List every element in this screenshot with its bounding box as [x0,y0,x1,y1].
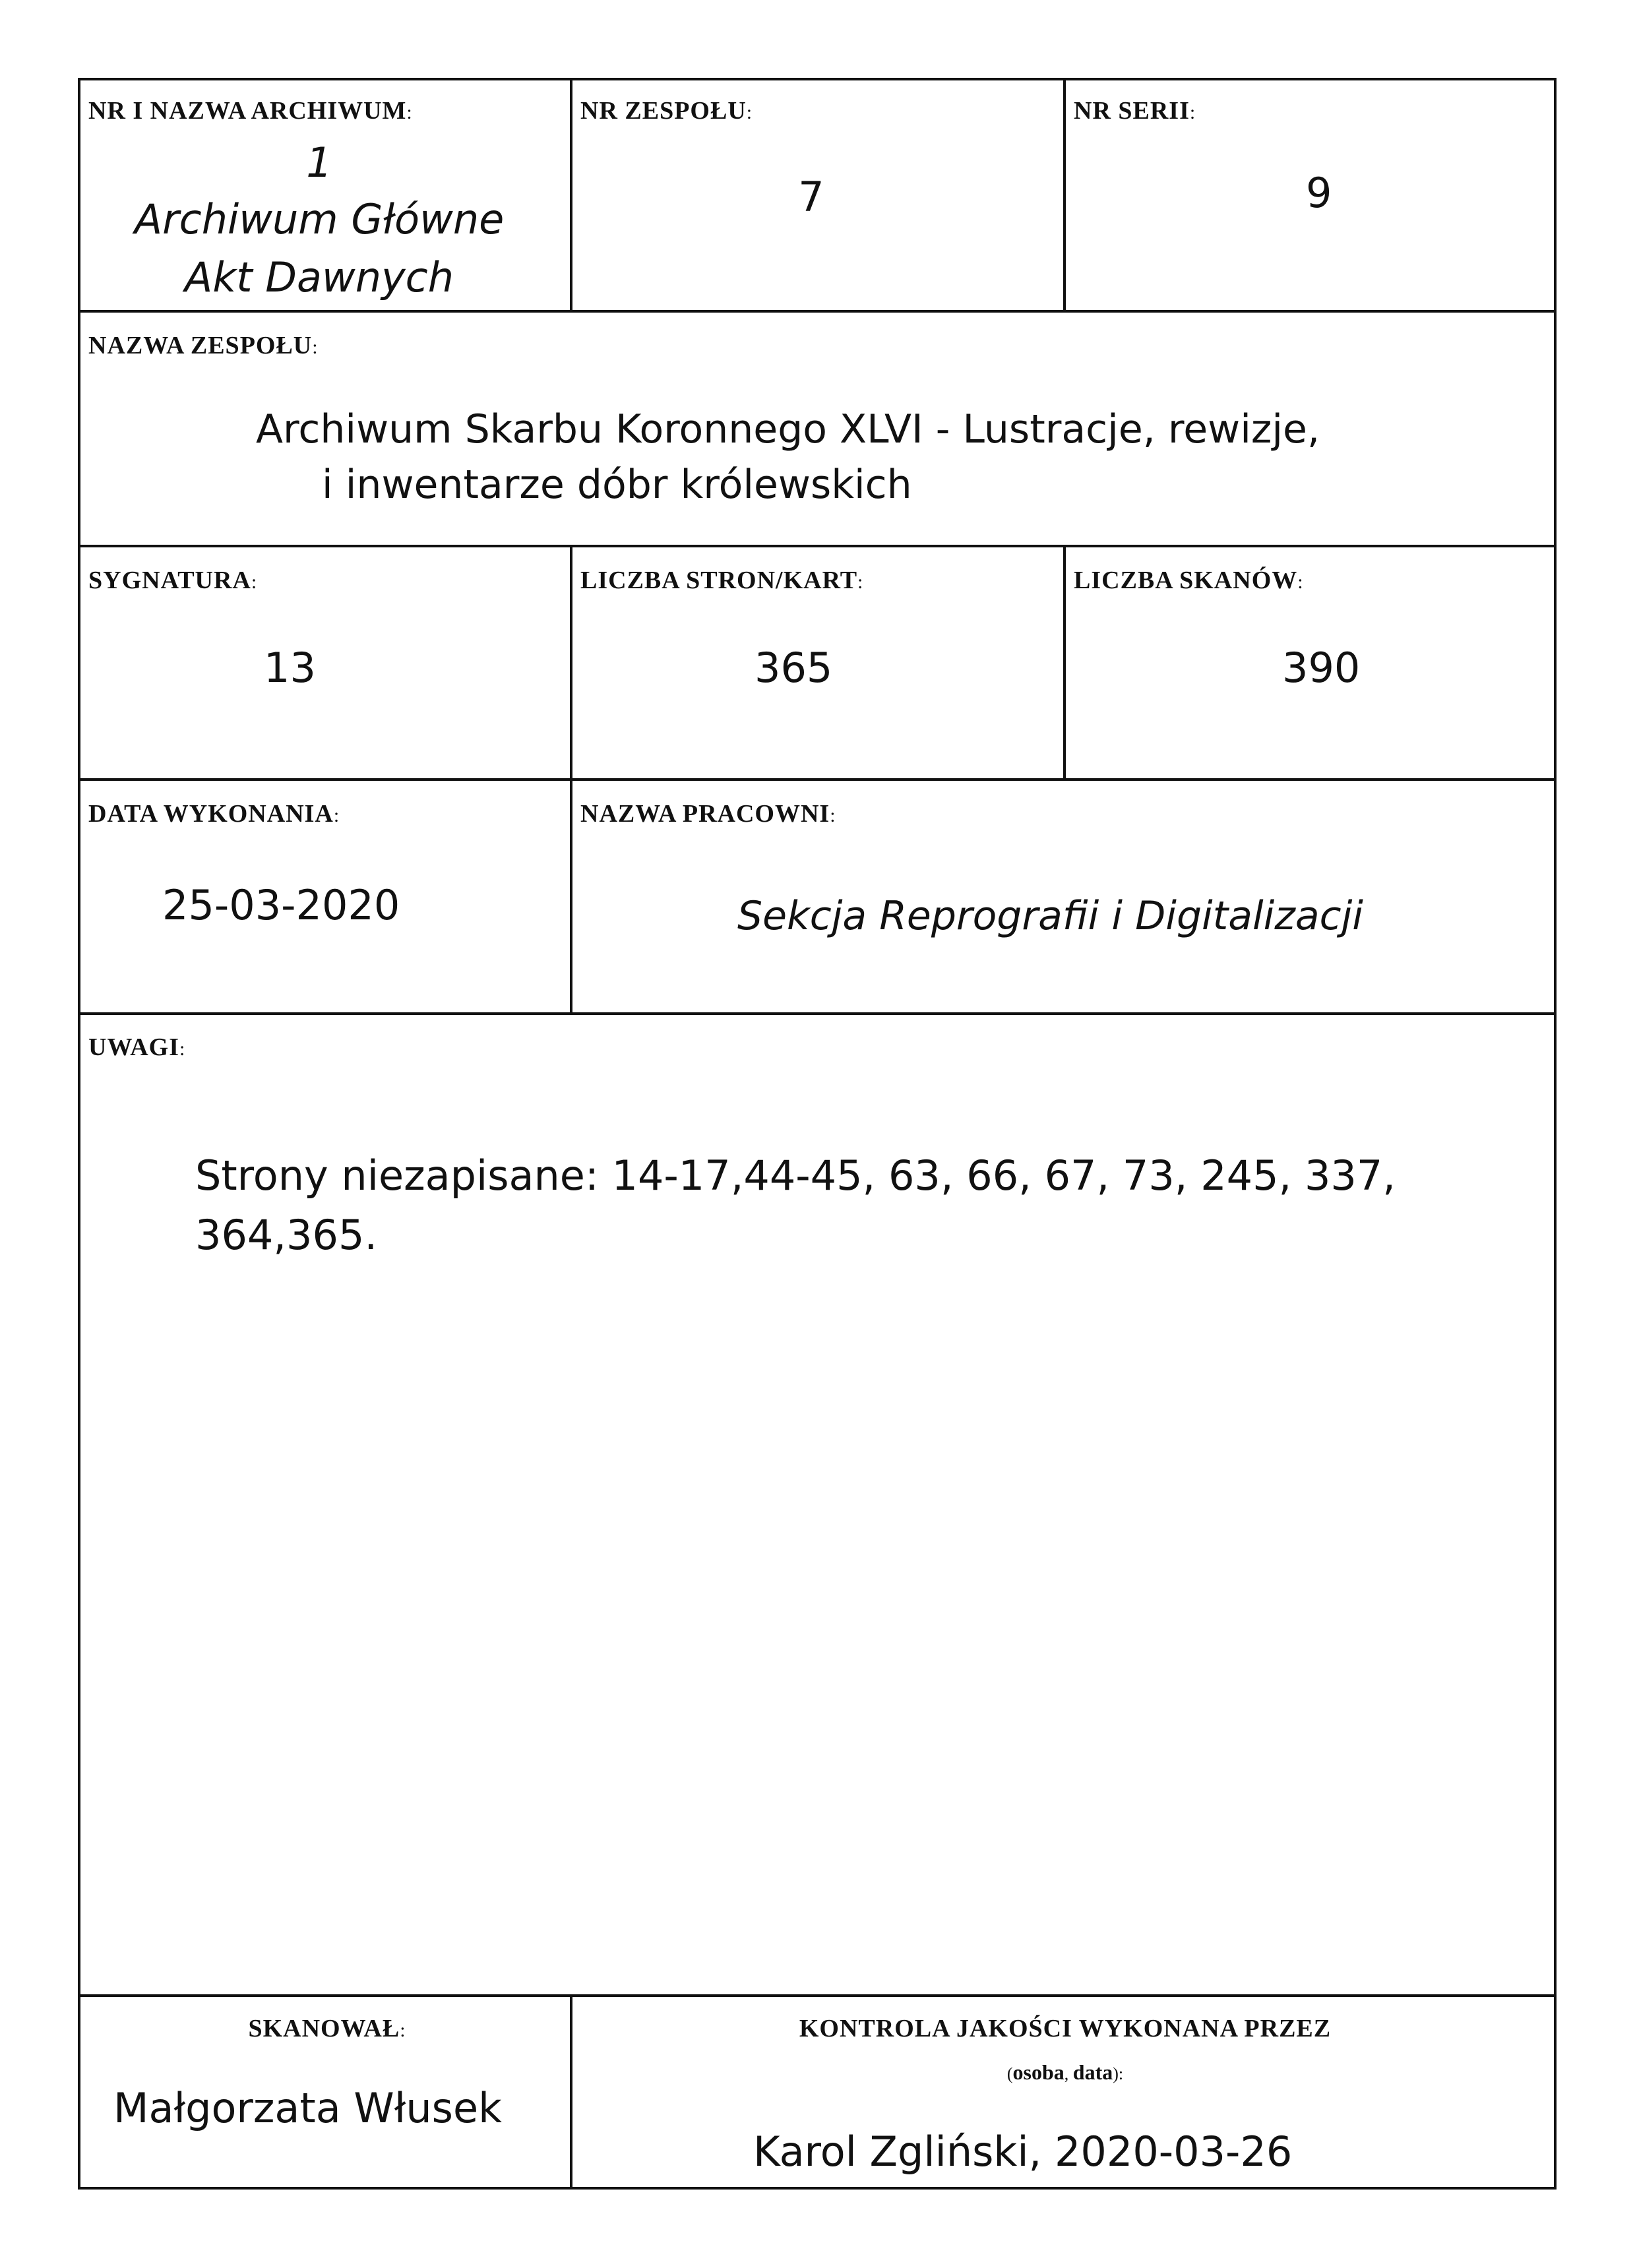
archive-label: NR I NAZWA ARCHIWUM: [88,97,413,125]
metadata-form-frame [78,78,1557,2190]
date-value: 25-03-2020 [162,881,400,929]
scan-count-label: LICZBA SKANÓW: [1074,567,1304,594]
divider [78,310,1557,313]
quality-control-value: Karol Zgliński, 2020-03-26 [753,2128,1293,2176]
scanned-by-value: Małgorzata Włusek [113,2084,502,2132]
archive-name-line1: Archiwum Główne [134,195,505,243]
divider [78,1994,1557,1997]
fonds-name-line1: Archiwum Skarbu Koronnego XLVI - Lustracje, rewizje, [256,406,1320,452]
scanned-by-label: SKANOWAŁ: [248,2015,406,2042]
series-label: NR SERII: [1074,97,1196,125]
page-count-label: LICZBA STRON/KART: [580,567,864,594]
page-count-value: 365 [755,644,833,692]
signature-value: 13 [264,644,316,692]
divider [78,1012,1557,1015]
divider [570,78,572,311]
date-label: DATA WYKONANIA: [88,800,340,828]
quality-control-label: KONTROLA JAKOŚCI WYKONANA PRZEZ [799,2015,1332,2042]
fonds-number-label: NR ZESPOŁU: [580,97,753,125]
fonds-number: 7 [798,173,824,221]
divider [78,778,1557,781]
divider [570,1994,572,2190]
remarks-line2: 364,365. [195,1211,378,1259]
archive-name-line2: Akt Dawnych [184,253,454,301]
fonds-name-line2: i inwentarze dóbr królewskich [322,462,912,508]
workshop-label: NAZWA PRACOWNI: [580,800,836,828]
divider [570,778,572,1014]
divider [570,545,572,780]
divider [78,545,1557,547]
remarks-label: UWAGI: [88,1033,186,1061]
divider [1063,78,1066,311]
series-number: 9 [1306,169,1332,217]
remarks-line1: Strony niezapisane: 14-17,44-45, 63, 66, 67, 73, 245, 337, [195,1151,1396,1200]
workshop-value: Sekcja Reprografii i Digitalizacji [737,893,1363,939]
signature-label: SYGNATURA: [88,567,258,594]
divider [1063,545,1066,780]
quality-control-sublabel: (osoba, data): [1006,2060,1124,2084]
scan-count-value: 390 [1282,644,1361,692]
fonds-name-label: NAZWA ZESPOŁU: [88,332,319,359]
archive-number: 1 [306,138,332,187]
